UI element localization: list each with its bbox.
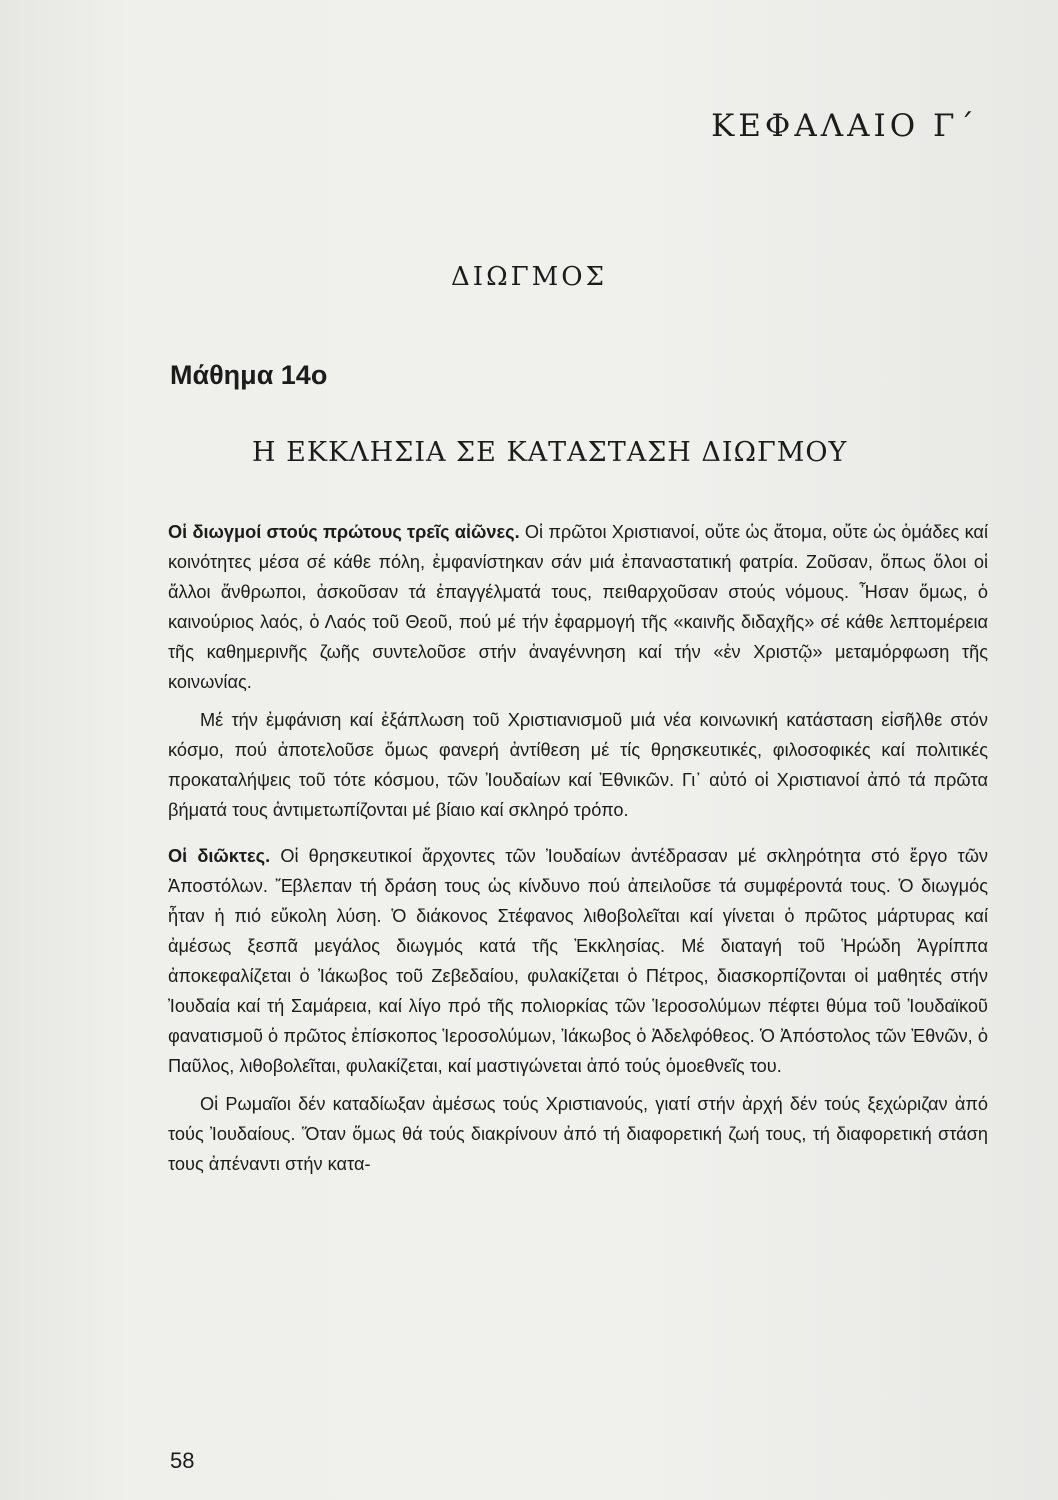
paragraph-lead: Οἱ διωγμοί στούς πρώτους τρεῖς αἰῶνες. xyxy=(168,522,520,542)
paragraph xyxy=(168,517,988,697)
paragraph xyxy=(168,841,988,1081)
paragraph-text: Οἱ Ρωμαῖοι δέν καταδίωξαν ἀμέσως τούς Χριστιανούς, γιατί στήν ἀρχή δέν τούς ξεχώριζαν ἀπό τούς Ἰουδαίους. Ὅταν ὅμως θά τούς διακρίνουν ἀπό τή διαφορετική ζωή τους, τή διαφορετική στάση τους ἀπέναντι στήν κατα- xyxy=(168,1094,988,1174)
paragraph-text: Οἱ θρησκευτικοί ἄρχοντες τῶν Ἰουδαίων ἀντέδρασαν μέ σκληρότητα στό ἔργο τῶν Ἀποστόλων. Ἔβλεπαν τή δράση τους ὡς κίνδυνο πού ἀπειλοῦσε τά συμφέροντά τους. Ὁ διωγμός ἦταν ἡ πιό εὔκολη λύση. Ὁ διάκονος Στέφανος λιθοβολεῖται καί γίνεται ὁ πρῶτος μάρτυρας καί ἀμέσως ξεσπᾶ μεγάλος διωγμός κατά τῆς Ἐκκλησίας. Μέ διαταγή τοῦ Ἡρώδη Ἀγρίππα ἀποκεφαλίζεται ὁ Ἰάκωβος τοῦ Ζεβεδαίου, φυλακίζεται ὁ Πέτρος, διασκορπίζονται οἱ μαθητές στήν Ἰουδαία καί τή Σαμάρεια, καί λίγο πρό τῆς πολιορκίας τῶν Ἱεροσολύμων πέφτει θύμα τοῦ Ἰουδαϊκοῦ φανατισμοῦ ὁ πρῶτος ἐπίσκοπος Ἱεροσολύμων, Ἰάκωβος ὁ Ἀδελφόθεος. Ὁ Ἀπόστολος τῶν Ἐθνῶν, ὁ Παῦλος, λιθοβολεῖται, φυλακίζεται, καί μαστιγώνεται ἀπό τούς ὁμοεθνεῖς του. xyxy=(168,846,988,1076)
paragraph-text: Μέ τήν ἐμφάνιση καί ἐξάπλωση τοῦ Χριστιανισμοῦ μιά νέα κοινωνική κατάσταση εἰσῆλθε στόν κόσμο, πού ἀποτελοῦσε ὅμως φανερή ἀντίθεση μέ τίς θρησκευτικές, φιλοσοφικές καί πολιτικές προκαταλήψεις τοῦ τότε κόσμου, τῶν Ἰουδαίων καί Ἐθνικῶν. Γι᾽ αὐτό οἱ Χριστιανοί ἀπό τά πρῶτα βήματά τους ἀντιμετωπίζονται μέ βίαιο καί σκληρό τρόπο. xyxy=(168,710,988,820)
lesson-label: Μάθημα 14ο xyxy=(170,360,328,390)
paragraph xyxy=(168,705,988,825)
paragraph xyxy=(168,1089,988,1179)
paragraph-text: Οἱ πρῶτοι Χριστιανοί, οὔτε ὡς ἄτομα, οὔτε ὡς ὁμάδες καί κοινότητες μέσα σέ κάθε πόλη, ἐμφανίστηκαν σάν μιά ἐπαναστατική φατρία. Ζοῦσαν, ὅπως ὅλοι οἱ ἄλλοι ἄνθρωποι, ἀσκοῦσαν τά ἐπαγγέλματά τους, πειθαρχοῦσαν στούς νόμους. Ἦσαν ὅμως, ὁ καινούριος λαός, ὁ Λαός τοῦ Θεοῦ, πού μέ τήν ἐφαρμογή τῆς «καινῆς διδαχῆς» σέ κάθε λεπτομέρεια τῆς καθημερινῆς ζωῆς συντελοῦσε στήν ἀναγέννηση καί τήν «ἐν Χριστῷ» μεταμόρφωση τῆς κοινωνίας. xyxy=(168,522,988,692)
body-text xyxy=(168,517,988,1187)
page-number: 58 xyxy=(170,1448,195,1473)
paragraph-lead: Οἱ διῶκτες. xyxy=(168,846,271,866)
lesson-title: Η ΕΚΚΛΗΣΙΑ ΣΕ ΚΑΤΑΣΤΑΣΗ ΔΙΩΓΜΟΥ xyxy=(252,437,848,468)
chapter-heading: ΚΕΦΑΛΑΙΟ Γ΄ xyxy=(711,108,978,144)
section-title: ΔΙΩΓΜΟΣ xyxy=(451,262,607,292)
